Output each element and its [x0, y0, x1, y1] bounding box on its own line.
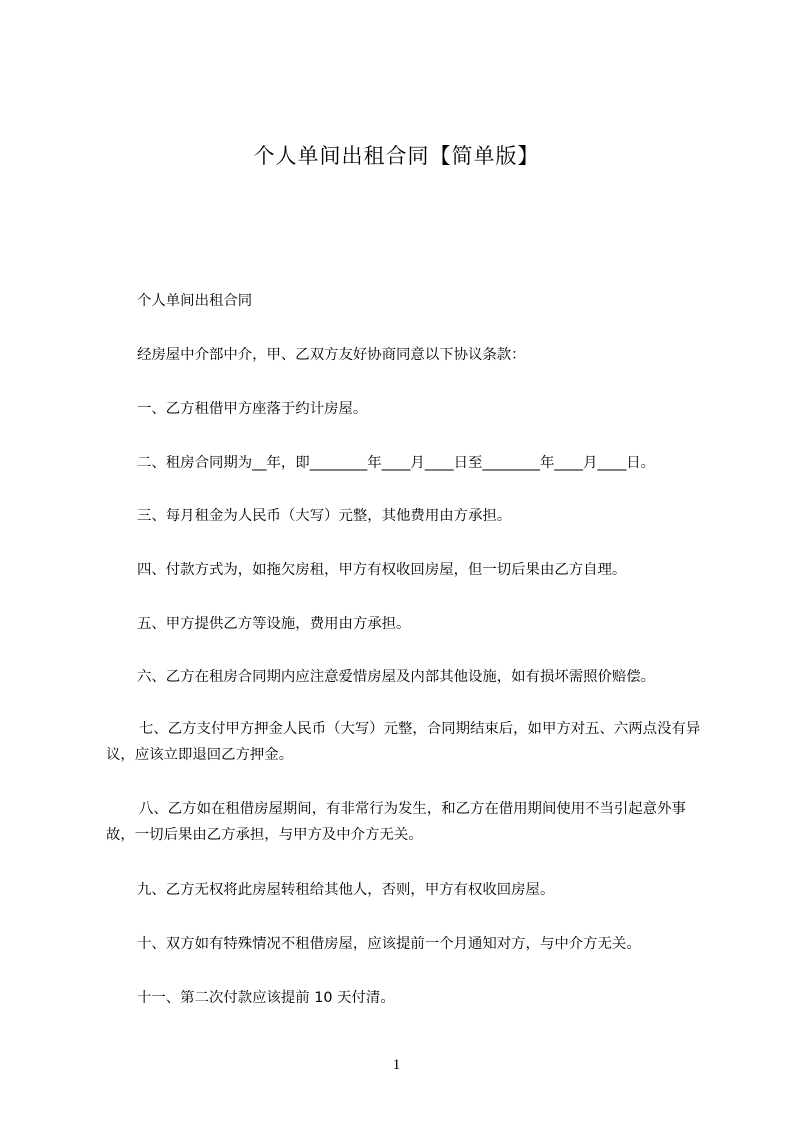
clause-10: 十、双方如有特殊情况不租借房屋，应该提前一个月通知对方，与中介方无关。: [137, 936, 641, 952]
clause-8: 八、乙方如在租借房屋期间，有非常行为发生，和乙方在借用期间使用不当引起意外事故，一切后果由乙方承担，与甲方及中介方无关。: [106, 801, 686, 843]
clause-6: 六、乙方在租房合同期内应注意爱惜房屋及内部其他设施，如有损坏需照价赔偿。: [137, 669, 656, 685]
clause-2: 二、租房合同期为__年，即________年____月____日至________年____月____日。: [137, 455, 656, 471]
clause-3: 三、每月租金为人民币（大写）元整，其他费用由方承担。: [137, 508, 512, 524]
document-subtitle: 个人单间出租合同: [137, 293, 253, 309]
clause-9: 九、乙方无权将此房屋转租给其他人，否则，甲方有权收回房屋。: [137, 882, 555, 898]
clause-5: 五、甲方提供乙方等设施，费用由方承担。: [137, 616, 411, 632]
intro-paragraph: 经房屋中介部中介，甲、乙双方友好协商同意以下协议条款：: [137, 347, 526, 363]
clause-1: 一、乙方租借甲方座落于约计房屋。: [137, 401, 368, 417]
page-number: 1: [392, 1057, 401, 1073]
clause-11: 十一、第二次付款应该提前 10 天付清。: [137, 990, 395, 1006]
clause-7: 七、乙方支付甲方押金人民币（大写）元整，合同期结束后，如甲方对五、六两点没有异议，应该立即退回乙方押金。: [106, 721, 701, 763]
document-title: 个人单间出租合同【简单版】: [253, 144, 540, 168]
clause-4: 四、付款方式为，如拖欠房租，甲方有权收回房屋，但一切后果由乙方自理。: [137, 562, 627, 578]
